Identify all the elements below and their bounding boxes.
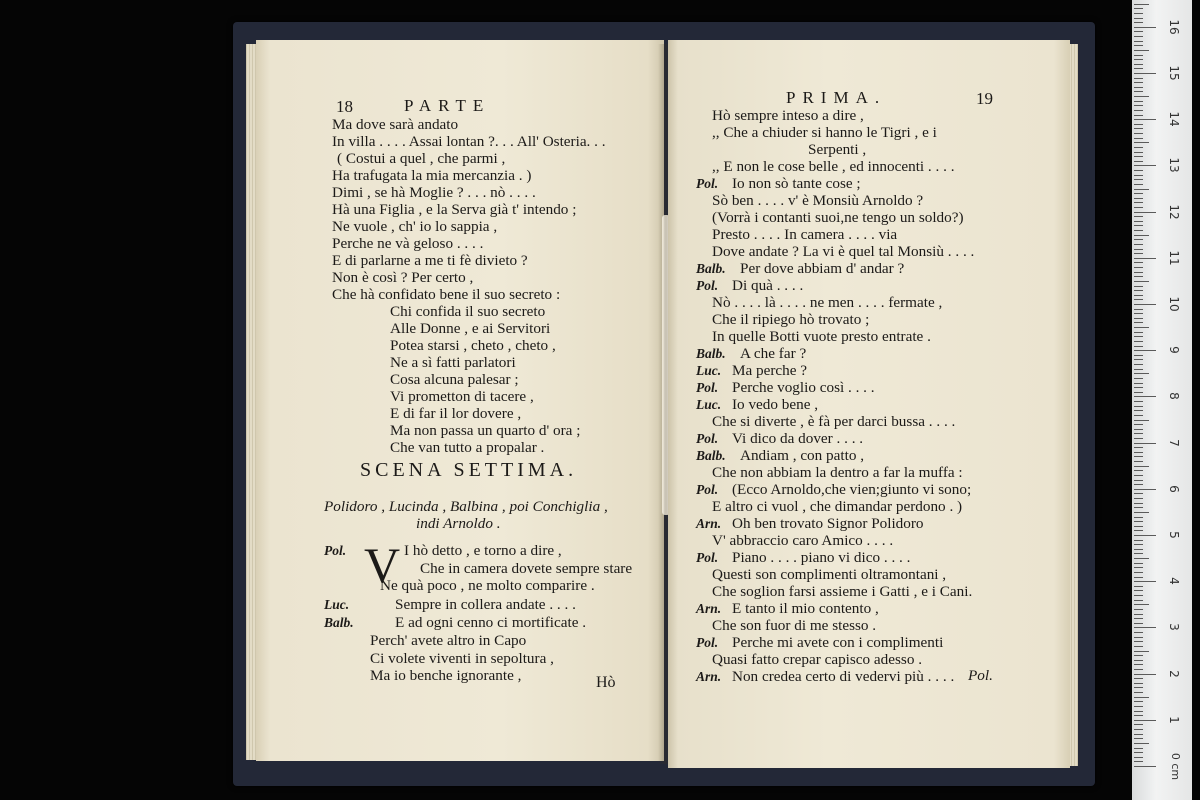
dialogue-line: Perche voglio così . . . . xyxy=(732,379,875,396)
verse-line: Ma non passa un quarto d' ora ; xyxy=(390,422,581,439)
dialogue-line: (Vorrà i contanti suoi,ne tengo un soldo?) xyxy=(712,209,964,226)
speaker-label: Arn. xyxy=(696,516,722,531)
verse-line: In villa . . . . Assai lontan ?. . . All' Osteria. . . xyxy=(332,133,606,150)
dialogue-line: Ci volete viventi in sepoltura , xyxy=(370,650,554,667)
dialogue-line: V' abbraccio caro Amico . . . . xyxy=(712,532,894,549)
dialogue-line: Questi son complimenti oltramontani , xyxy=(712,566,947,583)
dialogue-line: Hò sempre inteso a dire , xyxy=(712,107,864,124)
verse-line: Chi confida il suo secreto xyxy=(390,303,546,320)
verse-line: Non è così ? Per certo , xyxy=(332,269,474,286)
running-header-parte: PARTE xyxy=(404,96,491,115)
ruler-number: 5 xyxy=(1167,531,1181,539)
speaker-label: Luc. xyxy=(696,397,722,412)
dialogue-line: Oh ben trovato Signor Polidoro xyxy=(732,515,924,532)
page-number-19: 19 xyxy=(976,89,993,108)
dialogue-line: Ma perche ? xyxy=(732,362,808,379)
dialogue-line: Perch' avete altro in Capo xyxy=(370,632,527,649)
cast-line-1: Polidoro , Lucinda , Balbina , poi Conchiglia , xyxy=(324,498,608,515)
dialogue-line: Nò . . . . là . . . . ne men . . . . fermate , xyxy=(712,294,943,311)
verse-line: E di far il lor dovere , xyxy=(390,405,522,422)
dialogue-line: Vi dico da dover . . . . xyxy=(732,430,864,447)
verse-line: ( Costui a quel , che parmi , xyxy=(337,150,506,167)
dialogue-line: Non credea certo di vedervi più . . . . xyxy=(732,668,955,685)
dialogue-line: ,, Che a chiuder si hanno le Tigri , e i xyxy=(712,124,937,141)
ruler-number: 11 xyxy=(1167,250,1181,266)
dialogue-line: Piano . . . . piano vi dico . . . . xyxy=(732,549,911,566)
catchword: Hò xyxy=(596,674,616,691)
cast-line-2: indi Arnoldo . xyxy=(416,515,501,532)
dialogue-line: Che soglion farsi assieme i Gatti , e i Cani. xyxy=(712,583,973,600)
dialogue-line: Sempre in collera andate . . . . xyxy=(395,596,576,613)
dialogue-line: Perche mi avete con i complimenti xyxy=(732,634,944,651)
dialogue-line: Presto . . . . In camera . . . . via xyxy=(712,226,898,243)
right-page xyxy=(668,40,1070,768)
speaker-label: Balb. xyxy=(696,261,726,276)
ruler-number: 6 xyxy=(1167,484,1181,493)
speaker-label: Balb. xyxy=(324,615,354,630)
dialogue-line: Quasi fatto crepar capisco adesso . xyxy=(712,651,923,668)
dialogue-line: ,, E non le cose belle , ed innocenti . . . . xyxy=(712,158,955,175)
measuring-ruler xyxy=(1132,0,1192,800)
ruler-number: 1 xyxy=(1167,715,1181,724)
dialogue-line: Che in camera dovete sempre stare xyxy=(420,560,633,577)
dialogue-line: A che far ? xyxy=(740,345,807,362)
dialogue-line: Ma io benche ignorante , xyxy=(370,667,522,684)
ruler-number: 3 xyxy=(1167,623,1181,632)
verse-line: E di parlarne a me ti fè divieto ? xyxy=(332,252,528,269)
verse-line: Cosa alcuna palesar ; xyxy=(390,371,519,388)
dialogue-line: Che il ripiego hò trovato ; xyxy=(712,311,870,328)
ruler-number: 15 xyxy=(1167,65,1181,81)
dialogue-line: Che si diverte , è fà per darci bussa . . . . xyxy=(712,413,956,430)
dialogue-line: E altro ci vuol , che dimandar perdono . ) xyxy=(712,498,963,515)
dialogue-line: Serpenti , xyxy=(808,141,867,158)
page-number-18: 18 xyxy=(336,97,353,116)
verse-line: Alle Donne , e ai Servitori xyxy=(390,320,551,337)
dialogue-line: Io vedo bene , xyxy=(732,396,819,413)
ruler-number: 14 xyxy=(1167,111,1181,127)
ruler-number: 9 xyxy=(1167,346,1181,354)
verse-line: Ne a sì fatti parlatori xyxy=(390,354,516,371)
speaker-label: Pol. xyxy=(696,550,719,565)
speaker-label: Pol. xyxy=(324,543,347,558)
speaker-label: Pol. xyxy=(696,278,719,293)
speaker-label: Balb. xyxy=(696,448,726,463)
verse-line: Dimi , se hà Moglie ? . . . nò . . . . xyxy=(332,184,536,201)
running-header-prima: PRIMA. xyxy=(786,88,887,107)
ruler-number: 8 xyxy=(1167,392,1181,401)
ruler-unit-label: 0 cm xyxy=(1169,752,1183,781)
dialogue-line: E ad ogni cenno ci mortificate . xyxy=(395,614,587,631)
speaker-label: Pol. xyxy=(696,431,719,446)
catchword: Pol. xyxy=(968,667,993,684)
dialogue-line: Ne quà poco , ne molto comparire . xyxy=(380,577,595,594)
speaker-label: Arn. xyxy=(696,601,722,616)
verse-line: Hà una Figlia , e la Serva già t' intendo ; xyxy=(332,201,577,218)
verse-line: Ma dove sarà andato xyxy=(332,116,459,133)
scene-title: SCENA SETTIMA. xyxy=(360,459,578,481)
speaker-label: Pol. xyxy=(696,482,719,497)
ruler-number: 7 xyxy=(1167,438,1181,447)
dialogue-line: Per dove abbiam d' andar ? xyxy=(740,260,905,277)
left-page xyxy=(256,40,664,761)
speaker-label: Pol. xyxy=(696,380,719,395)
dialogue-line: (Ecco Arnoldo,che vien;giunto vi sono; xyxy=(732,481,972,498)
verse-line: Che van tutto a propalar . xyxy=(390,439,545,456)
dialogue-line: Andiam , con patto , xyxy=(740,447,865,464)
speaker-label: Luc. xyxy=(324,597,350,612)
speaker-label: Pol. xyxy=(696,635,719,650)
speaker-label: Pol. xyxy=(696,176,719,191)
dialogue-line: Che son fuor di me stesso . xyxy=(712,617,877,634)
dialogue-line: Io non sò tante cose ; xyxy=(732,175,861,192)
dialogue-line: Dove andate ? La vi è quel tal Monsiù . . . . xyxy=(712,243,975,260)
ruler-number: 4 xyxy=(1167,577,1181,585)
ruler-number: 16 xyxy=(1167,19,1181,35)
ruler-number: 2 xyxy=(1167,669,1181,678)
ruler-number: 10 xyxy=(1167,296,1181,312)
speaker-label: Arn. xyxy=(696,669,722,684)
verse-line: Che hà confidato bene il suo secreto : xyxy=(332,286,561,303)
verse-line: Vi prometton di tacere , xyxy=(390,388,534,405)
ruler-number: 13 xyxy=(1167,157,1181,174)
ruler-number: 12 xyxy=(1167,203,1181,220)
dialogue-line: Di quà . . . . xyxy=(732,277,804,294)
dialogue-line: E tanto il mio contento , xyxy=(732,600,879,617)
speaker-label: Luc. xyxy=(696,363,722,378)
drop-cap: V xyxy=(364,537,401,593)
verse-line: Potea starsi , cheto , cheto , xyxy=(390,337,556,354)
dialogue-line: Sò ben . . . . v' è Monsiù Arnoldo ? xyxy=(712,192,924,209)
dialogue-line: In quelle Botti vuote presto entrate . xyxy=(712,328,931,345)
verse-line: Perche ne và geloso . . . . xyxy=(332,235,484,252)
dialogue-line: I hò detto , e torno a dire , xyxy=(404,542,562,559)
dialogue-line: Che non abbiam la dentro a far la muffa : xyxy=(712,464,963,481)
verse-line: Ha trafugata la mia mercanzia . ) xyxy=(332,167,532,184)
verse-line: Ne vuole , ch' io lo sappia , xyxy=(332,218,498,235)
speaker-label: Balb. xyxy=(696,346,726,361)
